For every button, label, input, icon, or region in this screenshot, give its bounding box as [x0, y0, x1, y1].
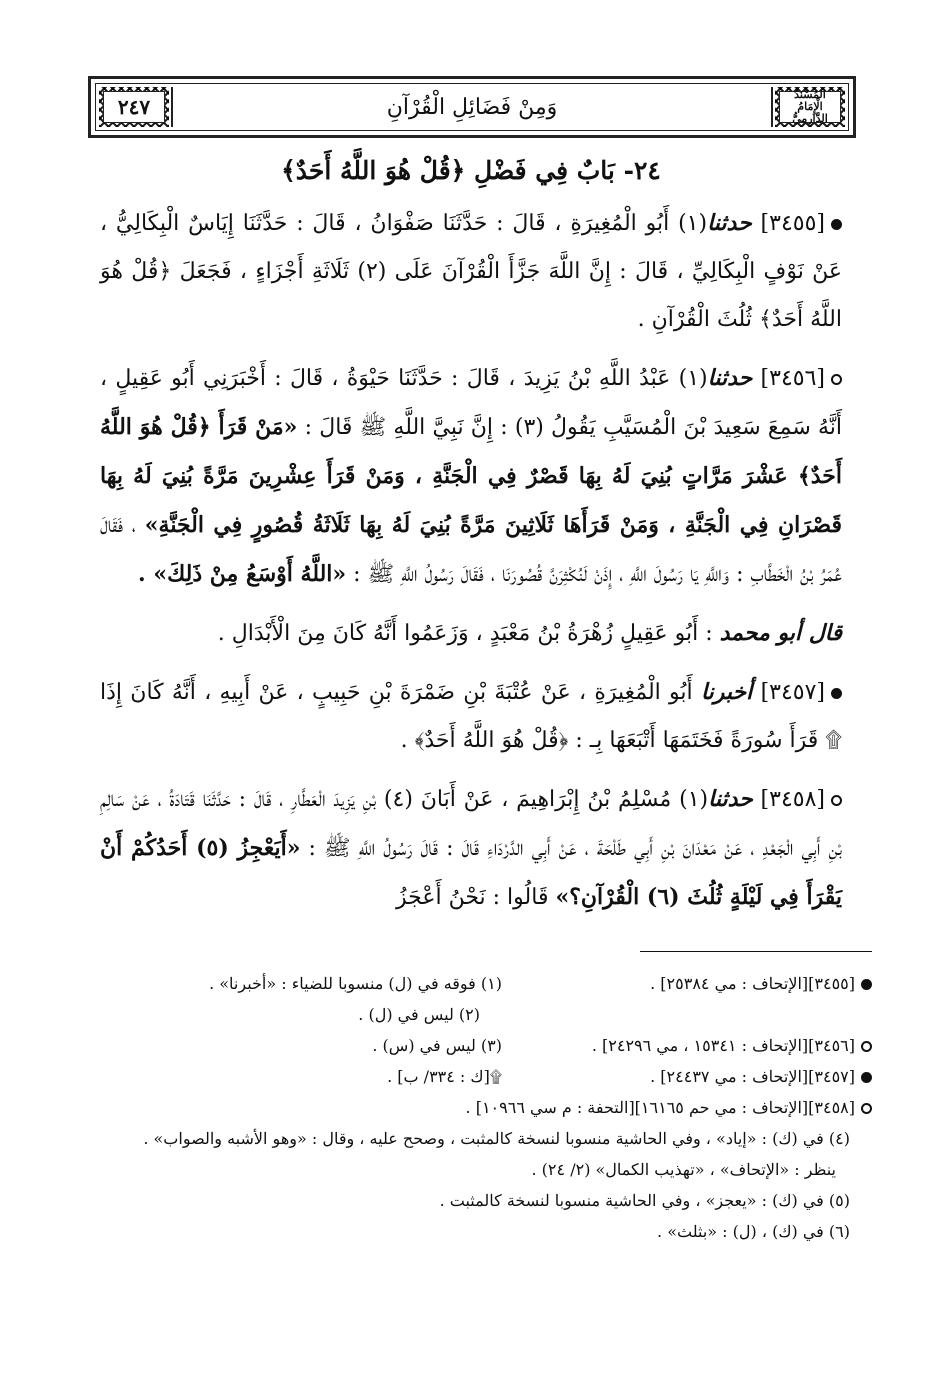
footnotes: [100, 968, 872, 1247]
running-title-box: [171, 87, 773, 127]
footnote: (٤) في (ك) : «إياد» ، وفي الحاشية منسوبا لنسخة كالمثبت ، وصحح عليه ، وقال : «وهو الأشبه والصواب» .: [143, 1129, 850, 1148]
prophetic-saying: «أَيَعْجِزُ (٥) أَحَدُكُمْ أَنْ يَقْرَأَ فِي لَيْلَةٍ ثُلُثَ (٦) الْقُرْآنِ؟»: [100, 835, 842, 910]
running-title: وَمِنْ فَضَائِلِ الْقُرْآنِ: [386, 94, 558, 120]
filled-circle-icon: [831, 219, 842, 230]
footnote: ۩[ك : ٣٣٤/ ب] .: [387, 1067, 502, 1086]
prophetic-saying-2: «اللَّهُ أَوْسَعُ مِنْ ذَلِكَ» .: [138, 561, 347, 587]
hadith-number: [٣٤٥٦]: [760, 366, 825, 391]
footnote-ref: [٣٤٥٦][الإتحاف : ١٥٣٤١ ، مي ٢٤٢٩٦] .: [591, 1036, 855, 1055]
hadith-text: (١) أَبُو الْمُغِيرَةِ ، قَالَ : حَدَّثَنَا صَفْوَانُ ، قَالَ : حَدَّثَنَا إِيَاسٌ الْبِكَالِيُّ ، عَنْ نَوْفٍ الْبِكَالِيِّ ، قَالَ : إِنَّ اللَّهَ جَزَّأَ الْقُرْآنَ عَلَى (٢) ثَلَاثَةِ أَجْزَاءٍ ، فَجَعَلَ ﴿قُلْ هُوَ اللَّهُ أَحَدٌ﴾ ثُلُثَ الْقُرْآنِ .: [100, 211, 842, 332]
narration-keyword: أخبرنا: [700, 679, 753, 705]
narration-keyword: حدثنا: [707, 210, 752, 236]
author-comment: [100, 609, 842, 658]
footnote: (٢) ليس في (ل) .: [358, 1005, 480, 1024]
page-header: [88, 76, 856, 138]
footnote-row: [100, 968, 872, 999]
footnote: ينظر : «الإتحاف» ، «تهذيب الكمال» (٢/ ٢٤) .: [531, 1160, 836, 1179]
hadith-text-continued: ، فَقَالَ عُمَرُ بْنُ الْخَطَّابِ : وَاللَّهِ يَا رَسُولَ اللَّهِ ، إِذَنْ لَنُكْثِرَنَّ قُصُورَنَا ، فَقَالَ رَسُولُ اللَّهِ ﷺ :: [100, 513, 842, 587]
open-circle-icon: [831, 374, 842, 385]
hadith-text: (١) عَبْدُ اللَّهِ بْنُ يَزِيدَ ، قَالَ : حَدَّثَنَا حَيْوَةُ ، قَالَ : أَخْبَرَنِي أَبُو عَقِيلٍ ، أَنَّهُ سَمِعَ سَعِيدَ بْنَ الْمُسَيَّبِ يَقُولُ (٣) : إِنَّ نَبِيَّ اللَّهِ ﷺ قَالَ :: [100, 366, 843, 440]
comment-text: : أَبُو عَقِيلٍ زُهْرَةُ بْنُ مَعْبَدٍ ، وَزَعَمُوا أَنَّهُ كَانَ مِنَ الْأَبْدَالِ .: [217, 621, 713, 646]
hadith-number: [٣٤٥٥]: [760, 211, 825, 236]
narration-keyword: حدثنا: [708, 786, 753, 812]
footnote-row: [100, 1092, 872, 1123]
footnote: (٦) في (ك) ، (ل) : «بثلث» .: [657, 1222, 850, 1241]
open-circle-icon: [831, 795, 842, 806]
hadith-number: [٣٤٥٨]: [760, 787, 825, 812]
footnote: (٥) في (ك) : «يعجز» ، وفي الحاشية منسوبا لنسخة كالمثبت .: [439, 1191, 850, 1210]
chapter-title: ٢٤- بَابٌ فِي فَضْلِ ﴿قُلْ هُوَ اللَّهُ أَحَدٌ﴾: [281, 156, 661, 185]
hadith-number: [٣٤٥٧]: [760, 680, 826, 705]
footnote-row: [100, 1030, 872, 1061]
header-band: [99, 87, 845, 127]
hadith-text: (١) مُسْلِمُ بْنُ إِبْرَاهِيمَ ، عَنْ أَبَانَ (٤) بْنِ يَزِيدَ الْعَطَّارِ ، قَالَ : حَدَّثَنَا قَتَادَةُ ، عَنْ سَالِمِ بْنِ أَبِي الْجَعْدِ ، عَنْ مَعْدَانَ بْنِ أَبِي طَلْحَةَ ، عَنْ أَبِي الدَّرْدَاءِ قَالَ : قَالَ رَسُولُ اللَّهِ ﷺ :: [100, 787, 842, 861]
filled-circle-icon: [831, 688, 842, 699]
open-circle-icon: [861, 1103, 872, 1114]
series-logo: المُسْنَدُ الْإِمَامُ الدَّارِمِيُّ: [792, 87, 828, 126]
hadith-3458: [100, 775, 842, 922]
author-keyword: قال أبو محمد: [719, 620, 842, 646]
footnote: (١) فوقه في (ل) منسوبا للضياء : «أخبرنا» .: [209, 974, 502, 993]
series-logo-box: [775, 87, 845, 127]
hadith-3456: [100, 354, 842, 599]
footnote: (٣) ليس في (س) .: [372, 1036, 502, 1055]
hadith-3455: [100, 199, 842, 344]
hadith-text: أَبُو الْمُغِيرَةِ ، عَنْ عُتْبَةَ بْنِ ضَمْرَةَ بْنِ حَبِيبٍ ، عَنْ أَبِيهِ ، أَنَّهُ كَانَ إِذَا ۩ قَرَأَ سُورَةً فَخَتَمَهَا أَتْبَعَهَا بِـ : ﴿قُلْ هُوَ اللَّهُ أَحَدٌ﴾ .: [100, 680, 842, 753]
page-number-box: [99, 87, 169, 127]
filled-circle-icon: [861, 1072, 872, 1083]
filled-circle-icon: [861, 979, 872, 990]
prophetic-saying: «مَنْ قَرَأَ ﴿قُلْ هُوَ اللَّهُ أَحَدٌ﴾ عَشْرَ مَرَّاتٍ بُنِيَ لَهُ بِهَا قَصْرٌ فِي الْجَنَّةِ ، وَمَنْ قَرَأَ عِشْرِينَ مَرَّةً بُنِيَ لَهُ بِهَا قَصْرَانِ فِي الْجَنَّةِ ، وَمَنْ قَرَأَهَا ثَلَاثِينَ مَرَّةً بُنِيَ لَهُ بِهَا ثَلَاثَةُ قُصُورٍ فِي الْجَنَّةِ»: [100, 414, 842, 538]
footnote-ref: [٣٤٥٧][الإتحاف : مي ٢٤٤٣٧] .: [650, 1067, 855, 1086]
hadith-text-continued: قَالُوا : نَحْنُ أَعْجَزُ: [396, 885, 549, 910]
footnote-ref: [٣٤٥٥][الإتحاف : مي ٢٥٣٨٤] .: [650, 974, 855, 993]
open-circle-icon: [861, 1041, 872, 1052]
hadith-3457: [100, 668, 842, 765]
page-number: ٢٤٧: [117, 95, 151, 119]
main-text: [100, 150, 842, 932]
footnote-row: [100, 1061, 872, 1092]
footnote-divider: [640, 951, 872, 952]
footnote-ref: [٣٤٥٨][الإتحاف : مي حم ١٦١٦٥][التحفة : م سي ١٠٩٦٦] .: [465, 1098, 855, 1117]
narration-keyword: حدثنا: [707, 365, 753, 391]
